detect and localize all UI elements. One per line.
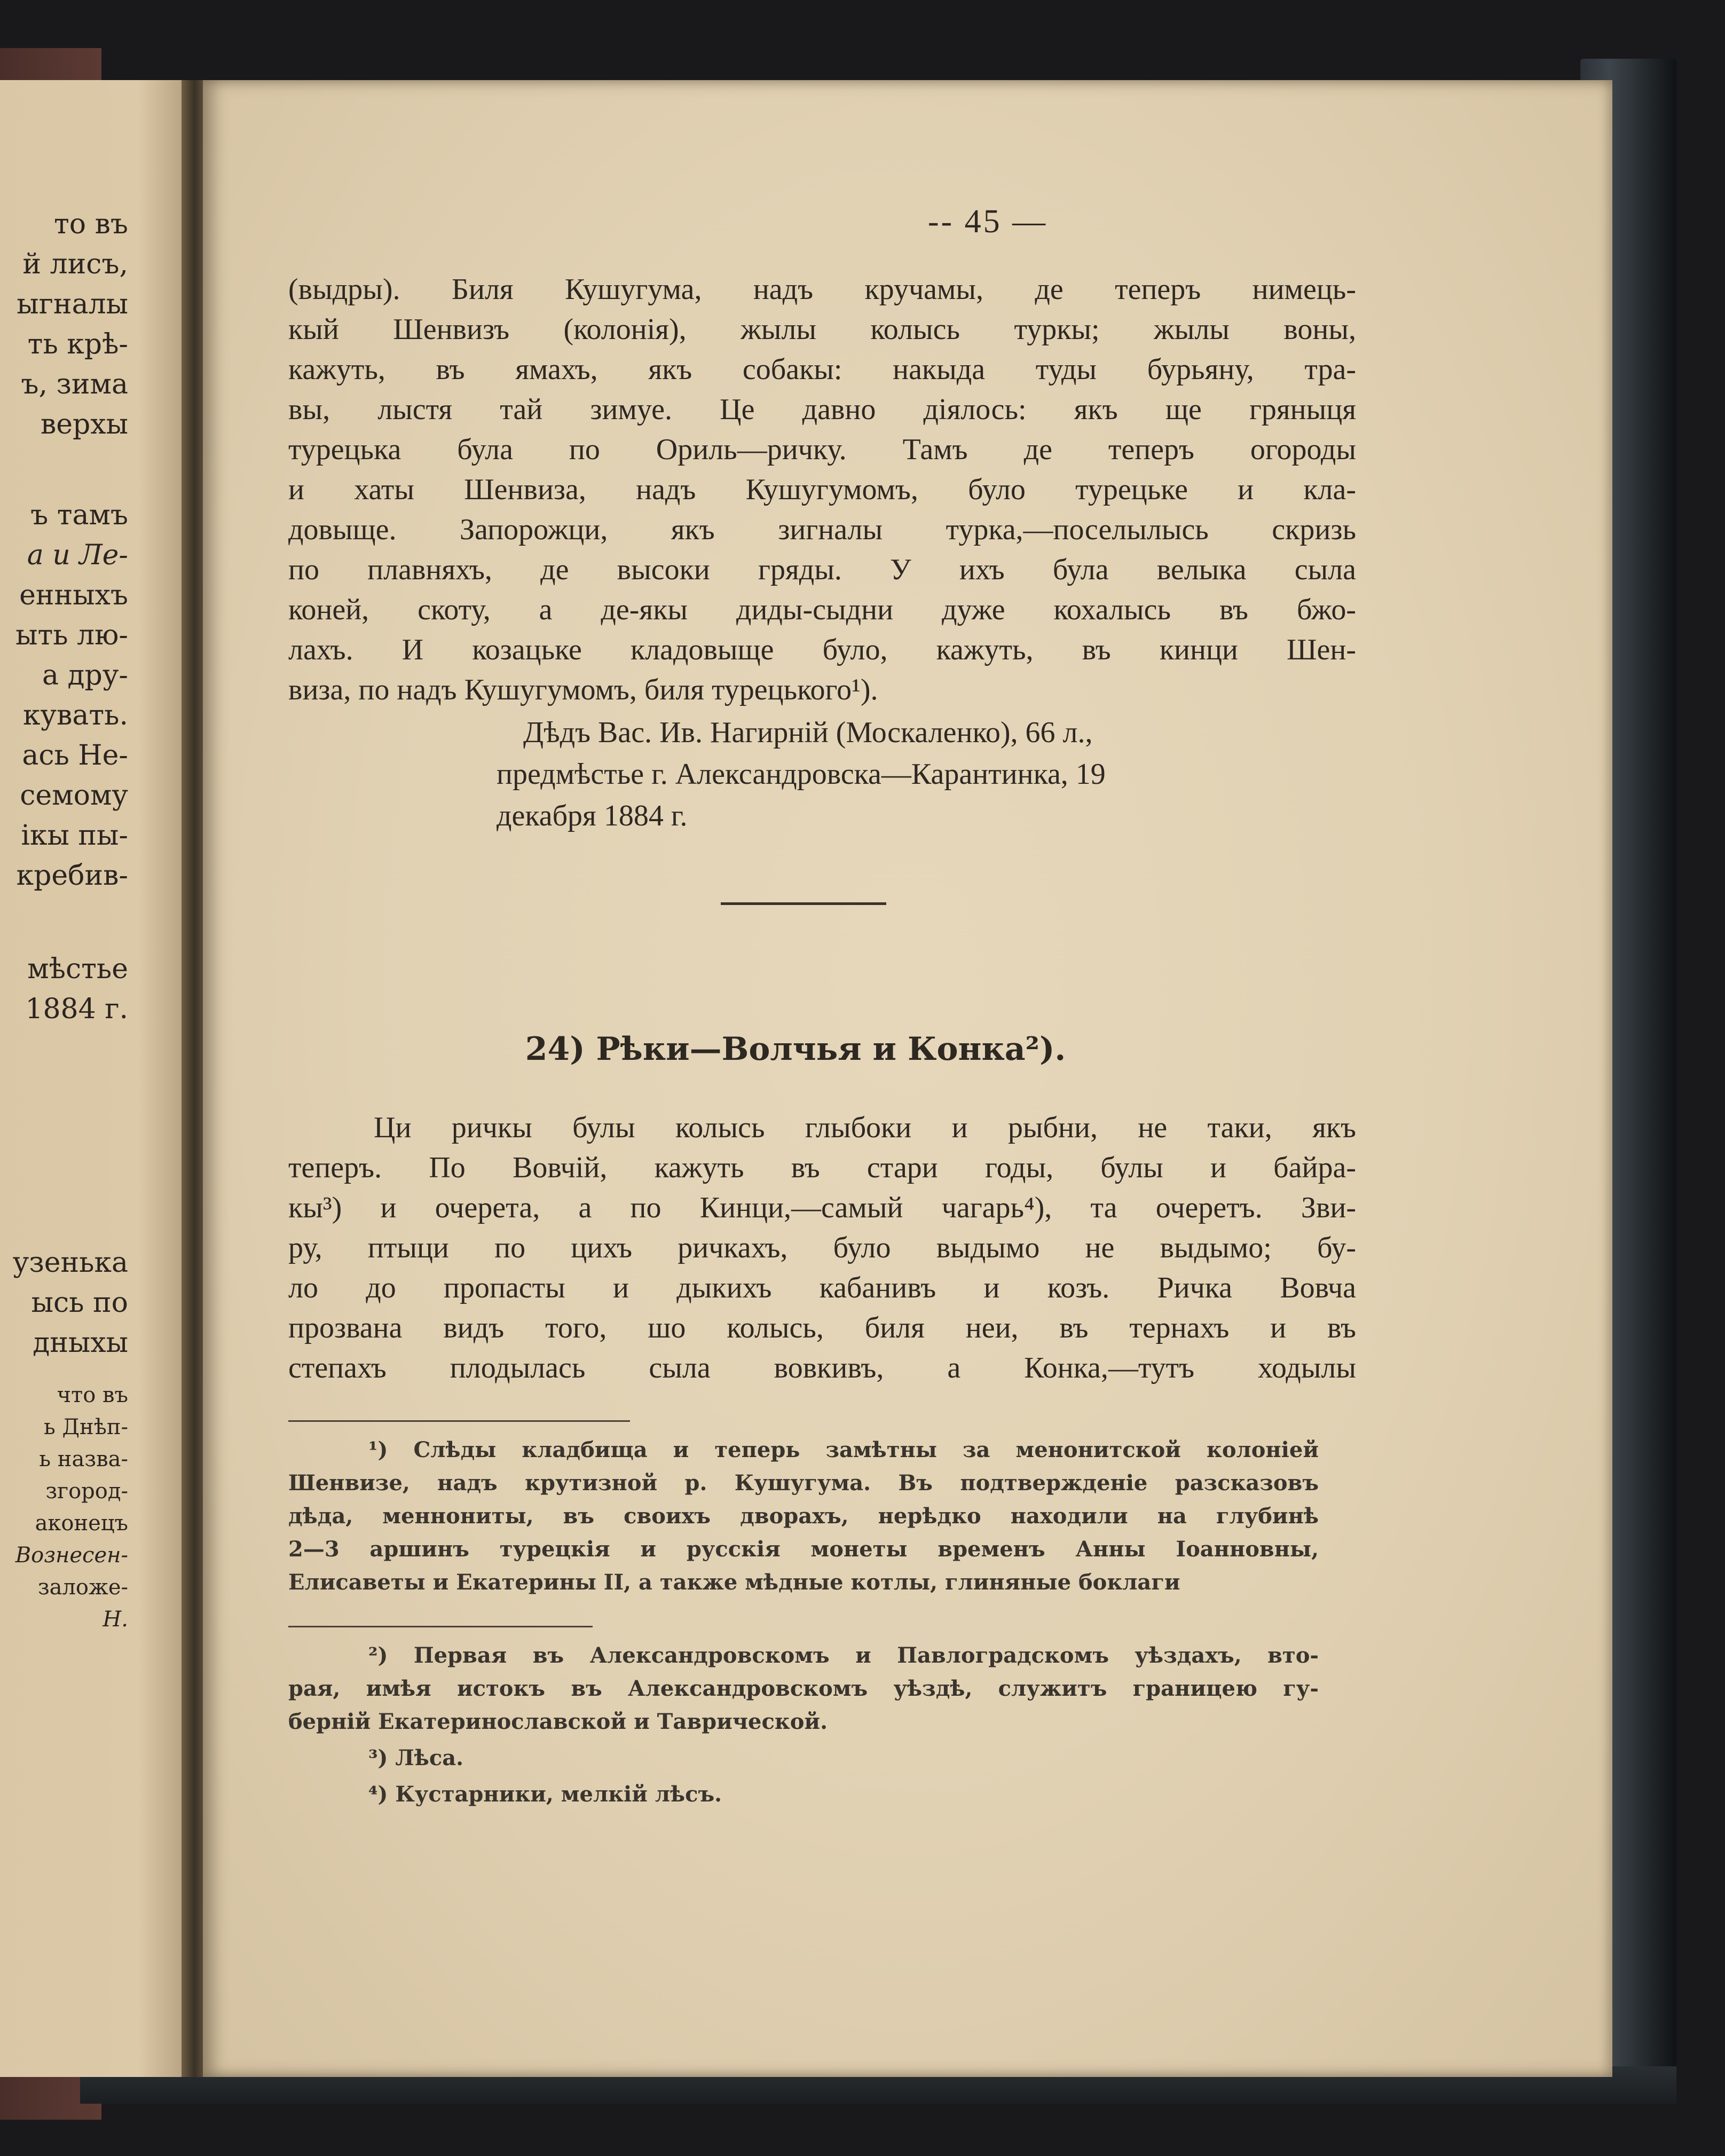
left-page-fragment: ыть лю- bbox=[15, 619, 128, 651]
footnote-rule bbox=[288, 1626, 593, 1627]
left-page-fragment: згород- bbox=[45, 1479, 128, 1504]
footnote-line: дѣда, меннониты, въ своихъ дворахъ, нерѣдко находили на глубинѣ bbox=[288, 1504, 1319, 1529]
attribution-line: декабря 1884 г. bbox=[497, 799, 688, 832]
text-line: довыще. Запорожци, якъ зигналы турка,—поселылысь скризь bbox=[288, 513, 1356, 546]
section-title: 24) Рѣки—Волчья и Конка²). bbox=[525, 1030, 1066, 1068]
attribution-line: предмѣстье г. Александровска—Карантинка, 19 bbox=[497, 758, 1106, 791]
footnote-3: ³) Лѣса. bbox=[368, 1745, 464, 1771]
left-page-fragment: кребив- bbox=[16, 860, 128, 892]
left-page-fragment: ікы пы- bbox=[21, 820, 128, 852]
footnote-rule bbox=[288, 1420, 630, 1422]
left-page-fragment: ь Днѣп- bbox=[44, 1415, 128, 1439]
footnote-line: берній Екатеринославской и Таврической. bbox=[288, 1709, 828, 1734]
page-number: -- 45 — bbox=[927, 203, 1048, 240]
text-line: теперъ. По Вовчій, кажуть въ стари годы, булы и байра- bbox=[288, 1151, 1356, 1184]
left-page-fragment: аконецъ bbox=[35, 1511, 128, 1536]
text-line: кы³) и очерета, а по Кинци,—самый чагарь⁴), та очеретъ. Зви- bbox=[288, 1191, 1356, 1224]
footnote-line: 2—3 аршинъ турецкія и русскія монеты временъ Анны Іоанновны, bbox=[288, 1537, 1319, 1562]
text-line: Ци ричкы булы колысь глыбоки и рыбни, не таки, якъ bbox=[374, 1111, 1356, 1144]
left-page-fragment: ъ, зима bbox=[21, 368, 128, 400]
footnote-4: ⁴) Кустарники, мелкій лѣсъ. bbox=[368, 1782, 722, 1807]
text-line: по плавняхъ, де высоки гряды. У ихъ була велыка сыла bbox=[288, 553, 1356, 586]
text-line: коней, скоту, а де-якы диды-сыдни дуже кохалысь въ бжо- bbox=[288, 593, 1356, 626]
left-page-fragment: ть крѣ- bbox=[27, 328, 128, 360]
left-page bbox=[0, 80, 198, 2077]
text-line: (выдры). Биля Кушугума, надъ кручамы, де теперъ нимець- bbox=[288, 273, 1356, 306]
left-page-fragment: семому bbox=[20, 780, 128, 812]
text-line: и хаты Шенвиза, надъ Кушугумомъ, було турецьке и кла- bbox=[288, 473, 1356, 506]
left-page-fragment: а дру- bbox=[42, 659, 128, 691]
left-page-fragment: что въ bbox=[57, 1383, 128, 1407]
left-page-fragment: мѣстье bbox=[27, 953, 128, 985]
left-page-fragment: верхы bbox=[40, 408, 128, 440]
left-page-fragment: Вознесен- bbox=[15, 1543, 128, 1568]
text-line: лахъ. И козацьке кладовыще було, кажуть, въ кинци Шен- bbox=[288, 633, 1356, 666]
footnote-line: рая, имѣя истокъ въ Александровскомъ уѣздѣ, служитъ границею гу- bbox=[288, 1676, 1319, 1701]
left-page-fragment: ыгналы bbox=[17, 288, 128, 320]
left-page-fragment: узенька bbox=[12, 1247, 128, 1279]
text-line: степахъ плодылась сыла вовкивъ, а Конка,—тутъ ходылы bbox=[288, 1351, 1356, 1384]
text-line: ло до пропасты и дыкихъ кабанивъ и козъ. Ричка Вовча bbox=[288, 1271, 1356, 1304]
left-page-fragment: енныхъ bbox=[19, 579, 128, 611]
attribution-line: Дѣдъ Вас. Ив. Нагирній (Москаленко), 66 л., bbox=[523, 716, 1093, 749]
left-page-fragment: ысь по bbox=[31, 1287, 128, 1319]
text-line: кажуть, въ ямахъ, якъ собакы: накыда туды бурьяну, тра- bbox=[288, 353, 1356, 386]
left-page-fragment: а и Ле- bbox=[27, 539, 128, 571]
text-line: вы, лыстя тай зимуе. Це давно діялось: якъ ще гряныця bbox=[288, 393, 1356, 426]
footnote-line: ¹) Слѣды кладбища и теперь замѣтны за менонитской колоніей bbox=[368, 1437, 1319, 1462]
text-line: виза, по надъ Кушугумомъ, биля турецького¹). bbox=[288, 673, 878, 706]
left-page-fragment: ь назва- bbox=[39, 1447, 128, 1472]
section-divider bbox=[721, 902, 886, 905]
left-page-fragment: кувать. bbox=[23, 699, 128, 731]
footnote-line: ²) Первая въ Александровскомъ и Павлоградскомъ уѣздахъ, вто- bbox=[368, 1643, 1319, 1668]
footnote-line: Елисаветы и Екатерины II, а также мѣдные котлы, глиняные боклаги bbox=[288, 1570, 1180, 1595]
text-line: прозвана видъ того, шо колысь, биля неи, въ тернахъ и въ bbox=[288, 1311, 1356, 1344]
left-page-fragment: заложе- bbox=[37, 1575, 128, 1600]
left-page-fragment: то въ bbox=[54, 208, 128, 240]
left-page-fragment: ъ тамъ bbox=[30, 499, 128, 531]
left-page-fragment: 1884 г. bbox=[25, 993, 128, 1025]
right-page bbox=[203, 80, 1612, 2077]
left-page-fragment: Н. bbox=[103, 1607, 128, 1632]
left-page-fragment: й лисъ, bbox=[22, 248, 128, 280]
text-line: кый Шенвизъ (колонія), жылы колысь туркы; жылы воны, bbox=[288, 313, 1356, 346]
left-page-fragment: дныхы bbox=[33, 1327, 128, 1359]
text-line: ру, птыци по цихъ ричкахъ, було выдымо не выдымо; бу- bbox=[288, 1231, 1356, 1264]
footnote-line: Шенвизе, надъ крутизной р. Кушугума. Въ подтвержденіе разсказовъ bbox=[288, 1470, 1319, 1496]
text-line: турецька була по Ориль—ричку. Тамъ де теперъ огороды bbox=[288, 433, 1356, 466]
left-page-fragment: ась Не- bbox=[22, 739, 128, 772]
